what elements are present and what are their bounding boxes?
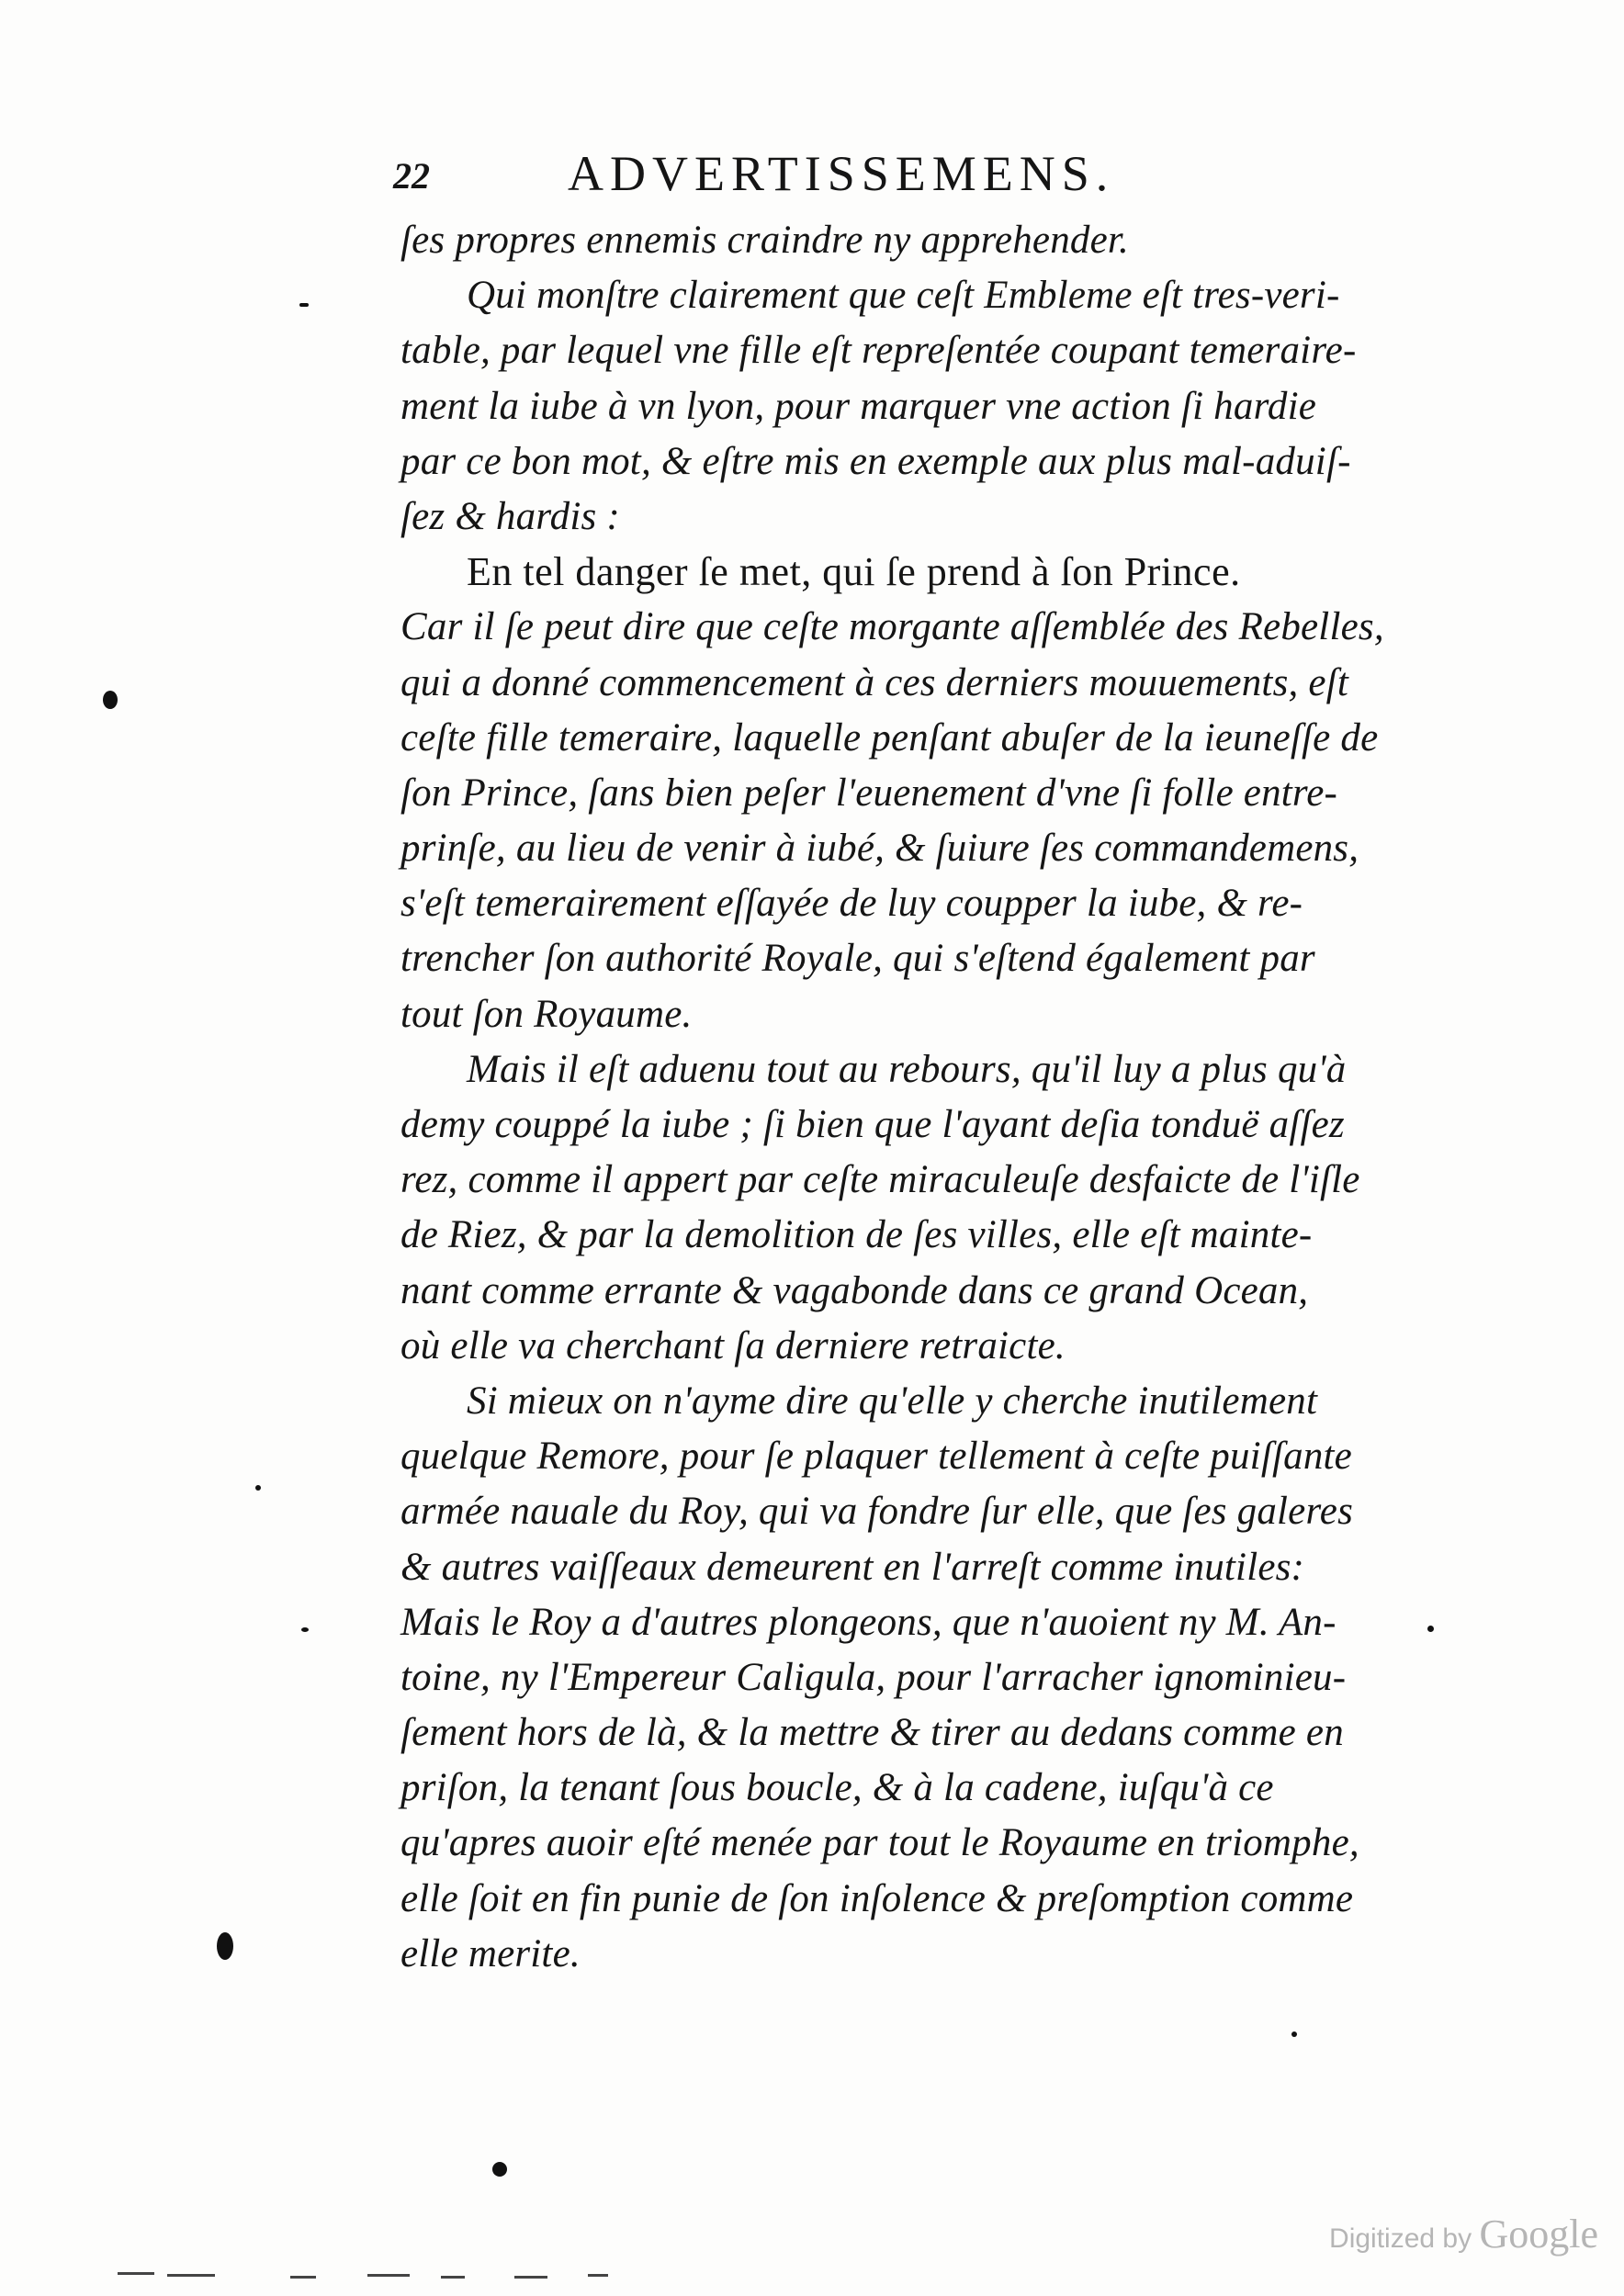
text-line: qu'apres auoir eſté menée par tout le Royaume en triomphe, xyxy=(400,1821,1359,1865)
text-line: Si mieux on n'ayme dire qu'elle y cherche inutilement xyxy=(467,1379,1318,1423)
text-line: ſon Prince, ſans bien peſer l'euenement d'vne ſi folle entre- xyxy=(400,771,1338,815)
text-line: ſement hors de là, & la mettre & tirer au dedans comme en xyxy=(400,1711,1344,1755)
text-line: ceſte fille temeraire, laquelle penſant abuſer de la ieuneſſe de xyxy=(400,715,1379,760)
text-line: table, par lequel vne fille eſt repreſentée coupant temeraire- xyxy=(400,329,1357,373)
text-line: priſon, la tenant ſous boucle, & à la cadene, iuſqu'à ce xyxy=(400,1766,1274,1810)
scan-edge-mark xyxy=(441,2276,465,2279)
text-line: elle ſoit en fin punie de ſon inſolence & preſomption comme xyxy=(400,1876,1354,1920)
page-header xyxy=(393,145,1404,209)
text-line: Mais il eſt aduenu tout au rebours, qu'il luy a plus qu'à xyxy=(467,1047,1347,1091)
scan-edge-mark xyxy=(367,2274,410,2277)
text-line: demy couppé la iube ; ſi bien que l'ayant deſia tonduë aſſez xyxy=(400,1103,1345,1146)
text-line: s'eſt temerairement eſſayée de luy coupper la iube, & re- xyxy=(400,882,1303,926)
text-line: armée nauale du Roy, qui va fondre ſur elle, que ſes galeres xyxy=(400,1490,1354,1534)
text-line: rez, comme il appert par ceſte miraculeuſe desfaicte de l'iſle xyxy=(400,1158,1360,1202)
scan-speck xyxy=(103,691,118,709)
text-line: trencher ſon authorité Royale, qui s'eſtend également par xyxy=(400,937,1315,981)
scan-edge-mark xyxy=(167,2274,215,2277)
text-line: par ce bon mot, & eſtre mis en exemple aux plus mal-aduiſ- xyxy=(400,439,1351,483)
text-line: qui a donné commencement à ces derniers mouuements, eſt xyxy=(400,660,1348,704)
body-text xyxy=(400,213,1393,1982)
text-line: ſes propres ennemis craindre ny apprehender. xyxy=(400,219,1130,262)
text-line: quelque Remore, pour ſe plaquer tellement à ceſte puiſſante xyxy=(400,1435,1352,1479)
digitized-watermark xyxy=(1329,2211,1598,2257)
text-line: En tel danger ſe met, qui ſe prend à ſon Prince. xyxy=(467,549,1241,595)
text-line: nant comme errante & vagabonde dans ce grand Ocean, xyxy=(400,1268,1309,1312)
scan-speck xyxy=(255,1485,261,1491)
watermark-prefix: Digitized by xyxy=(1329,2223,1472,2254)
scan-speck xyxy=(301,1627,309,1632)
scan-speck xyxy=(1291,2032,1297,2037)
scan-edge-mark xyxy=(514,2276,547,2279)
text-line: Mais le Roy a d'autres plongeons, que n'auoient ny M. An- xyxy=(400,1600,1336,1644)
scan-speck xyxy=(299,303,309,307)
page-number: 22 xyxy=(393,155,430,197)
scan-edge-mark xyxy=(290,2276,316,2279)
text-line: elle merite. xyxy=(400,1931,581,1975)
text-line: toine, ny l'Empereur Caligula, pour l'arracher ignominieu- xyxy=(400,1655,1347,1699)
scan-edge-mark xyxy=(588,2274,608,2277)
scan-speck xyxy=(1427,1626,1434,1632)
scan-edge-mark xyxy=(118,2272,154,2275)
text-line: Car il ſe peut dire que ceſte morgante aſſemblée des Rebelles, xyxy=(400,605,1384,649)
text-line: de Riez, & par la demolition de ſes villes, elle eſt mainte- xyxy=(400,1213,1313,1257)
scan-speck xyxy=(217,1932,233,1960)
watermark-brand: Google xyxy=(1479,2212,1598,2257)
scan-speck xyxy=(492,2162,507,2177)
text-line: ſez & hardis : xyxy=(400,494,620,538)
text-line: & autres vaiſſeaux demeurent en l'arreſt comme inutiles: xyxy=(400,1545,1305,1589)
text-line: Qui monſtre clairement que ceſt Embleme eſt tres-veri- xyxy=(467,274,1340,318)
text-line: tout ſon Royaume. xyxy=(400,992,693,1036)
text-line: prinſe, au lieu de venir à iubé, & ſuiure ſes commandemens, xyxy=(400,827,1359,871)
text-line: où elle va cherchant ſa derniere retraicte. xyxy=(400,1323,1066,1367)
running-title: ADVERTISSEMENS. xyxy=(568,146,1115,201)
text-line: ment la iube à vn lyon, pour marquer vne action ſi hardie xyxy=(400,384,1317,428)
